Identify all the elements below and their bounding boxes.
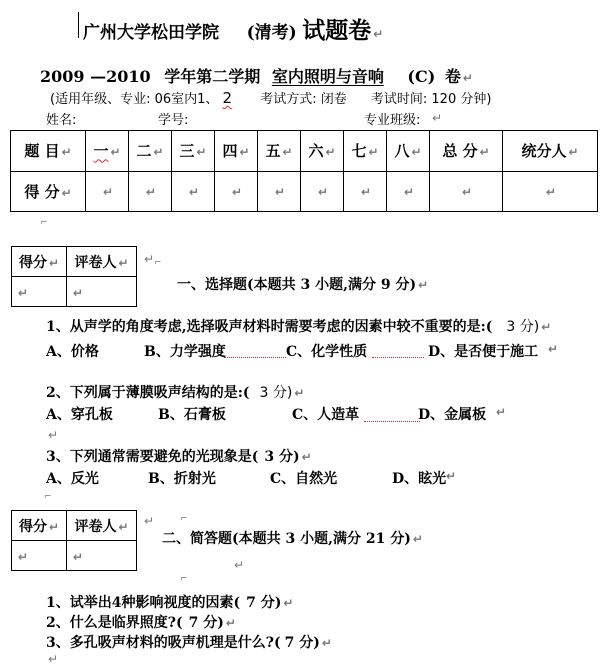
paragraph-mark-icon: ↵	[234, 558, 245, 572]
grader-score-cell[interactable]: ↵	[12, 541, 67, 571]
score-table-header-row	[11, 131, 598, 172]
option-b: B、折射光	[148, 471, 216, 487]
score-cell[interactable]: ↵	[215, 171, 258, 212]
meta-class-number: 2	[222, 89, 233, 107]
paragraph-mark-icon: ⌐	[44, 492, 52, 502]
question-3-stem: 3、下列通常需要避免的光现象是( 3 分) ↵	[46, 449, 312, 465]
paragraph-mark-icon: ↵	[373, 27, 384, 41]
option-c-squiggle	[372, 341, 424, 358]
paragraph-mark-icon: ↵	[496, 405, 507, 419]
page-title: 试题卷	[302, 17, 372, 44]
grader-score-label: 得分 ↵	[12, 247, 67, 277]
meta-exam-time: 考试时间: 120 分钟)	[370, 92, 492, 107]
score-col-8: 八 ↵	[387, 131, 430, 172]
option-a: A、价格	[46, 344, 99, 360]
paragraph-mark-icon: ↵	[144, 252, 155, 266]
option-d: D、是否便于施工	[428, 344, 539, 360]
paper-suffix: 卷	[444, 67, 461, 86]
score-col-5: 五 ↵	[258, 131, 301, 172]
school-name: 广州大学松田学院	[83, 23, 219, 43]
grader-name-label: 评卷人 ↵	[67, 247, 137, 277]
paragraph-mark-icon: ⌐	[180, 574, 188, 584]
question-1-options	[46, 341, 596, 361]
short-question-2: 2、什么是临界照度?( 7 分) ↵	[46, 615, 236, 631]
score-col-total: 总 分 ↵	[430, 131, 503, 172]
question-2-stem: 2、下列属于薄膜吸声结构的是:( 3 分) ↵	[46, 385, 305, 401]
question-3-options	[46, 468, 596, 488]
score-row-label: 得 分 ↵	[11, 171, 86, 212]
meta-exam-method: 考试方式: 闭卷	[260, 92, 347, 107]
grader-name-label: 评卷人 ↵	[67, 511, 137, 541]
paragraph-mark-icon: ↵	[548, 342, 559, 356]
score-cell[interactable]: ↵	[344, 171, 387, 212]
option-a: A、穿孔板	[46, 407, 113, 423]
exam-tag: (清考)	[246, 23, 297, 43]
grader-box-section1	[11, 246, 137, 307]
option-c-squiggle	[364, 404, 420, 422]
class-label: 专业班级:	[364, 113, 421, 128]
term-label: 学年第二学期	[164, 67, 261, 86]
score-cell[interactable]: ↵	[86, 171, 129, 212]
option-d: D、金属板	[418, 407, 487, 423]
section1-heading: 一、选择题(本题共 3 小题,满分 9 分) ↵	[177, 277, 429, 293]
paragraph-mark-icon: ⌐	[180, 514, 188, 524]
short-question-3: 3、多孔吸声材料的吸声机理是什么?( 7 分) ↵	[46, 635, 332, 651]
student-id-label: 学号:	[158, 113, 189, 128]
option-b: B、力学强度	[144, 344, 226, 360]
score-col-1: 一 ↵	[86, 131, 129, 172]
score-col-2: 二 ↵	[129, 131, 172, 172]
grader-name-cell[interactable]: ↵	[67, 541, 137, 571]
option-a: A、反光	[46, 471, 99, 487]
score-cell[interactable]: ↵	[387, 171, 430, 212]
option-b: B、石膏板	[158, 407, 226, 423]
paragraph-mark-icon: ⌐	[40, 218, 48, 228]
score-col-topic: 题 目 ↵	[11, 131, 86, 172]
paragraph-mark-icon: ↵	[462, 71, 473, 85]
score-col-4: 四 ↵	[215, 131, 258, 172]
score-col-6: 六 ↵	[301, 131, 344, 172]
option-c: C、化学性质	[286, 344, 368, 360]
section2-heading: 二、简答题(本题共 3 小题,满分 21 分) ↵	[162, 531, 423, 547]
question-1-stem: 1、从声学的角度考虑,选择吸声材料时需要考虑的因素中较不重要的是:( 3 分) ↵	[46, 319, 552, 335]
grader-score-cell[interactable]: ↵	[12, 277, 67, 307]
course-line	[40, 64, 473, 87]
paragraph-mark-icon: ↵	[48, 652, 59, 666]
score-cell[interactable]: ↵	[301, 171, 344, 212]
score-col-3: 三 ↵	[172, 131, 215, 172]
score-col-7: 七 ↵	[344, 131, 387, 172]
score-cell[interactable]: ↵	[430, 171, 503, 212]
grader-box-section2	[11, 510, 137, 571]
option-c: C、自然光	[270, 471, 338, 487]
score-table-value-row	[11, 171, 598, 212]
option-d: D、眩光	[392, 471, 447, 487]
year-range: 2009 —2010	[40, 67, 151, 86]
paragraph-mark-icon: ↵	[432, 111, 443, 125]
option-c: C、人造革	[292, 407, 360, 423]
exam-meta	[50, 88, 491, 107]
paragraph-mark-icon: ⌐	[154, 258, 162, 268]
paragraph-mark-icon: ↵	[48, 428, 59, 442]
meta-applicable: (适用年级、专业: 06室内1、	[50, 92, 219, 107]
grader-score-label: 得分 ↵	[12, 511, 67, 541]
score-cell[interactable]: ↵	[129, 171, 172, 212]
score-table	[10, 130, 598, 212]
score-col-scorer: 统分人 ↵	[503, 131, 598, 172]
student-info	[46, 109, 566, 127]
short-question-1: 1、试举出4种影响视度的因素( 7 分) ↵	[46, 595, 294, 611]
name-label: 姓名:	[46, 113, 77, 128]
paragraph-mark-icon: ↵	[446, 469, 457, 483]
question-2-options	[46, 404, 596, 426]
score-cell[interactable]: ↵	[172, 171, 215, 212]
grader-name-cell[interactable]: ↵	[67, 277, 137, 307]
option-b-squiggle	[224, 341, 286, 358]
score-cell[interactable]: ↵	[503, 171, 598, 212]
course-name: 室内照明与音响	[271, 67, 384, 86]
school-header	[78, 12, 384, 44]
paper-version: (C)	[407, 67, 436, 86]
score-cell[interactable]: ↵	[258, 171, 301, 212]
paragraph-mark-icon: ↵	[144, 514, 155, 528]
